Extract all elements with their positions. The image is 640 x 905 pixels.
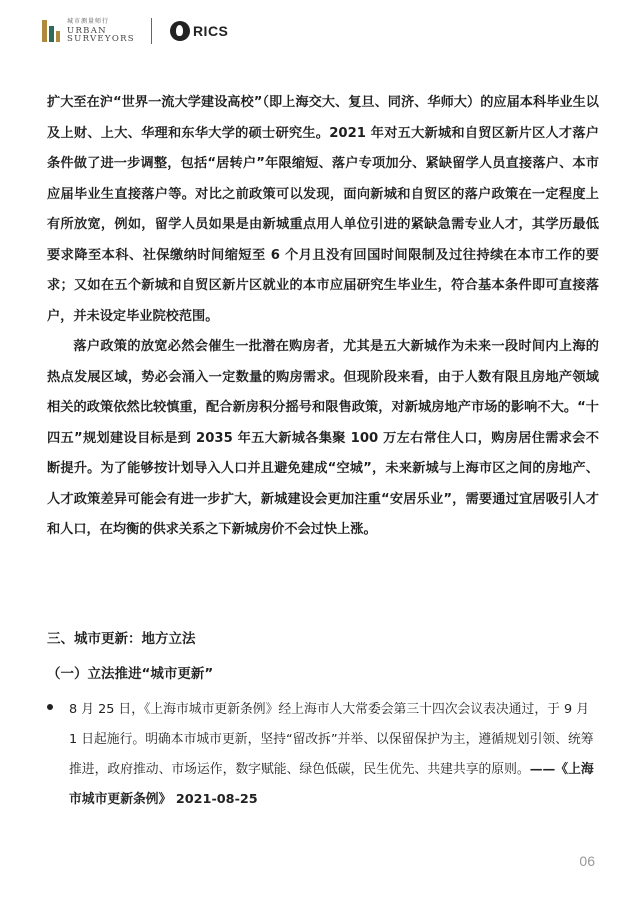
page-header: [42, 16, 228, 46]
bullet-text: [69, 695, 599, 815]
section-heading: 三、城市更新：地方立法: [47, 631, 196, 647]
bullet-body: 8 月 25 日，《上海市城市更新条例》经上海市人大常委会第三十四次会议表决通过，于 9 月 1 日起施行。明确本市城市更新，坚持“留改拆”并举、以保留保护为主，遵循规划引领、统筹推进，政府推动、市场运作，数字赋能、绿色低碳，民生优先、共建共享的原则。: [69, 702, 594, 777]
urban-surveyors-logo-icon: [42, 20, 60, 42]
logo-english-line-1: URBAN: [67, 25, 107, 36]
rics-lion-icon: [170, 21, 190, 41]
bullet-dot-icon: [47, 704, 53, 710]
bullet-item: [47, 695, 599, 815]
paragraph-housing-demand: 落户政策的放宽必然会催生一批潜在购房者，尤其是五大新城作为未来一段时间内上海的热点发展区域，势必会涌入一定数量的购房需求。但现阶段来看，由于人数有限且房地产领域相关的政策依然比较慎重，配合新房积分摇号和限售政策，对新城房地产市场的影响不大。“十四五”规划建设目标是到 2035 年五大新城各集聚 100 万左右常住人口，购房居住需求会不断提升。为了能够按计划导入人口并且避免建成“空城”，未来新城与上海市区之间的房地产、人才政策差异可能会有进一步扩大，新城建设会更加注重“安居乐业”，需要通过宜居吸引人才和人口，在均衡的供求关系之下新城房价不会过快上涨。: [47, 339, 599, 537]
logo-chinese-name: 城市测量师行: [67, 17, 110, 25]
header-divider: [151, 18, 152, 44]
rics-logo: [170, 21, 228, 41]
logo-english-line-2: SURVEYORS: [67, 34, 135, 44]
rics-logo-text: RICS: [192, 23, 229, 39]
body-content: [47, 88, 599, 546]
page-number: 06: [579, 853, 595, 869]
paragraph-talent-policy: 扩大至在沪“世界一流大学建设高校”（即上海交大、复旦、同济、华师大）的应届本科毕业生以及上财、上大、华理和东华大学的硕士研究生。2021 年对五大新城和自贸区新片区人才落户条件做了进一步调整，包括“居转户”年限缩短、落户专项加分、紧缺留学人员直接落户、本市应届毕业生直接落户等。对比之前政策可以发现，面向新城和自贸区的落户政策在一定程度上有所放宽，例如，留学人员如果是由新城重点用人单位引进的紧缺急需专业人才，其学历最低要求降至本科、社保缴纳时间缩短至 6 个月且没有回国时间限制及过往持续在本市工作的要求；又如在五个新城和自贸区新片区就业的本市应届研究生毕业生，符合基本条件即可直接落户，并未设定毕业院校范围。: [47, 95, 599, 324]
subsection-heading: （一）立法推进“城市更新”: [47, 666, 214, 682]
bullet-source: ——《上海市城市更新条例》 2021-08-25: [69, 762, 594, 807]
urban-surveyors-logo-text: [67, 19, 135, 44]
